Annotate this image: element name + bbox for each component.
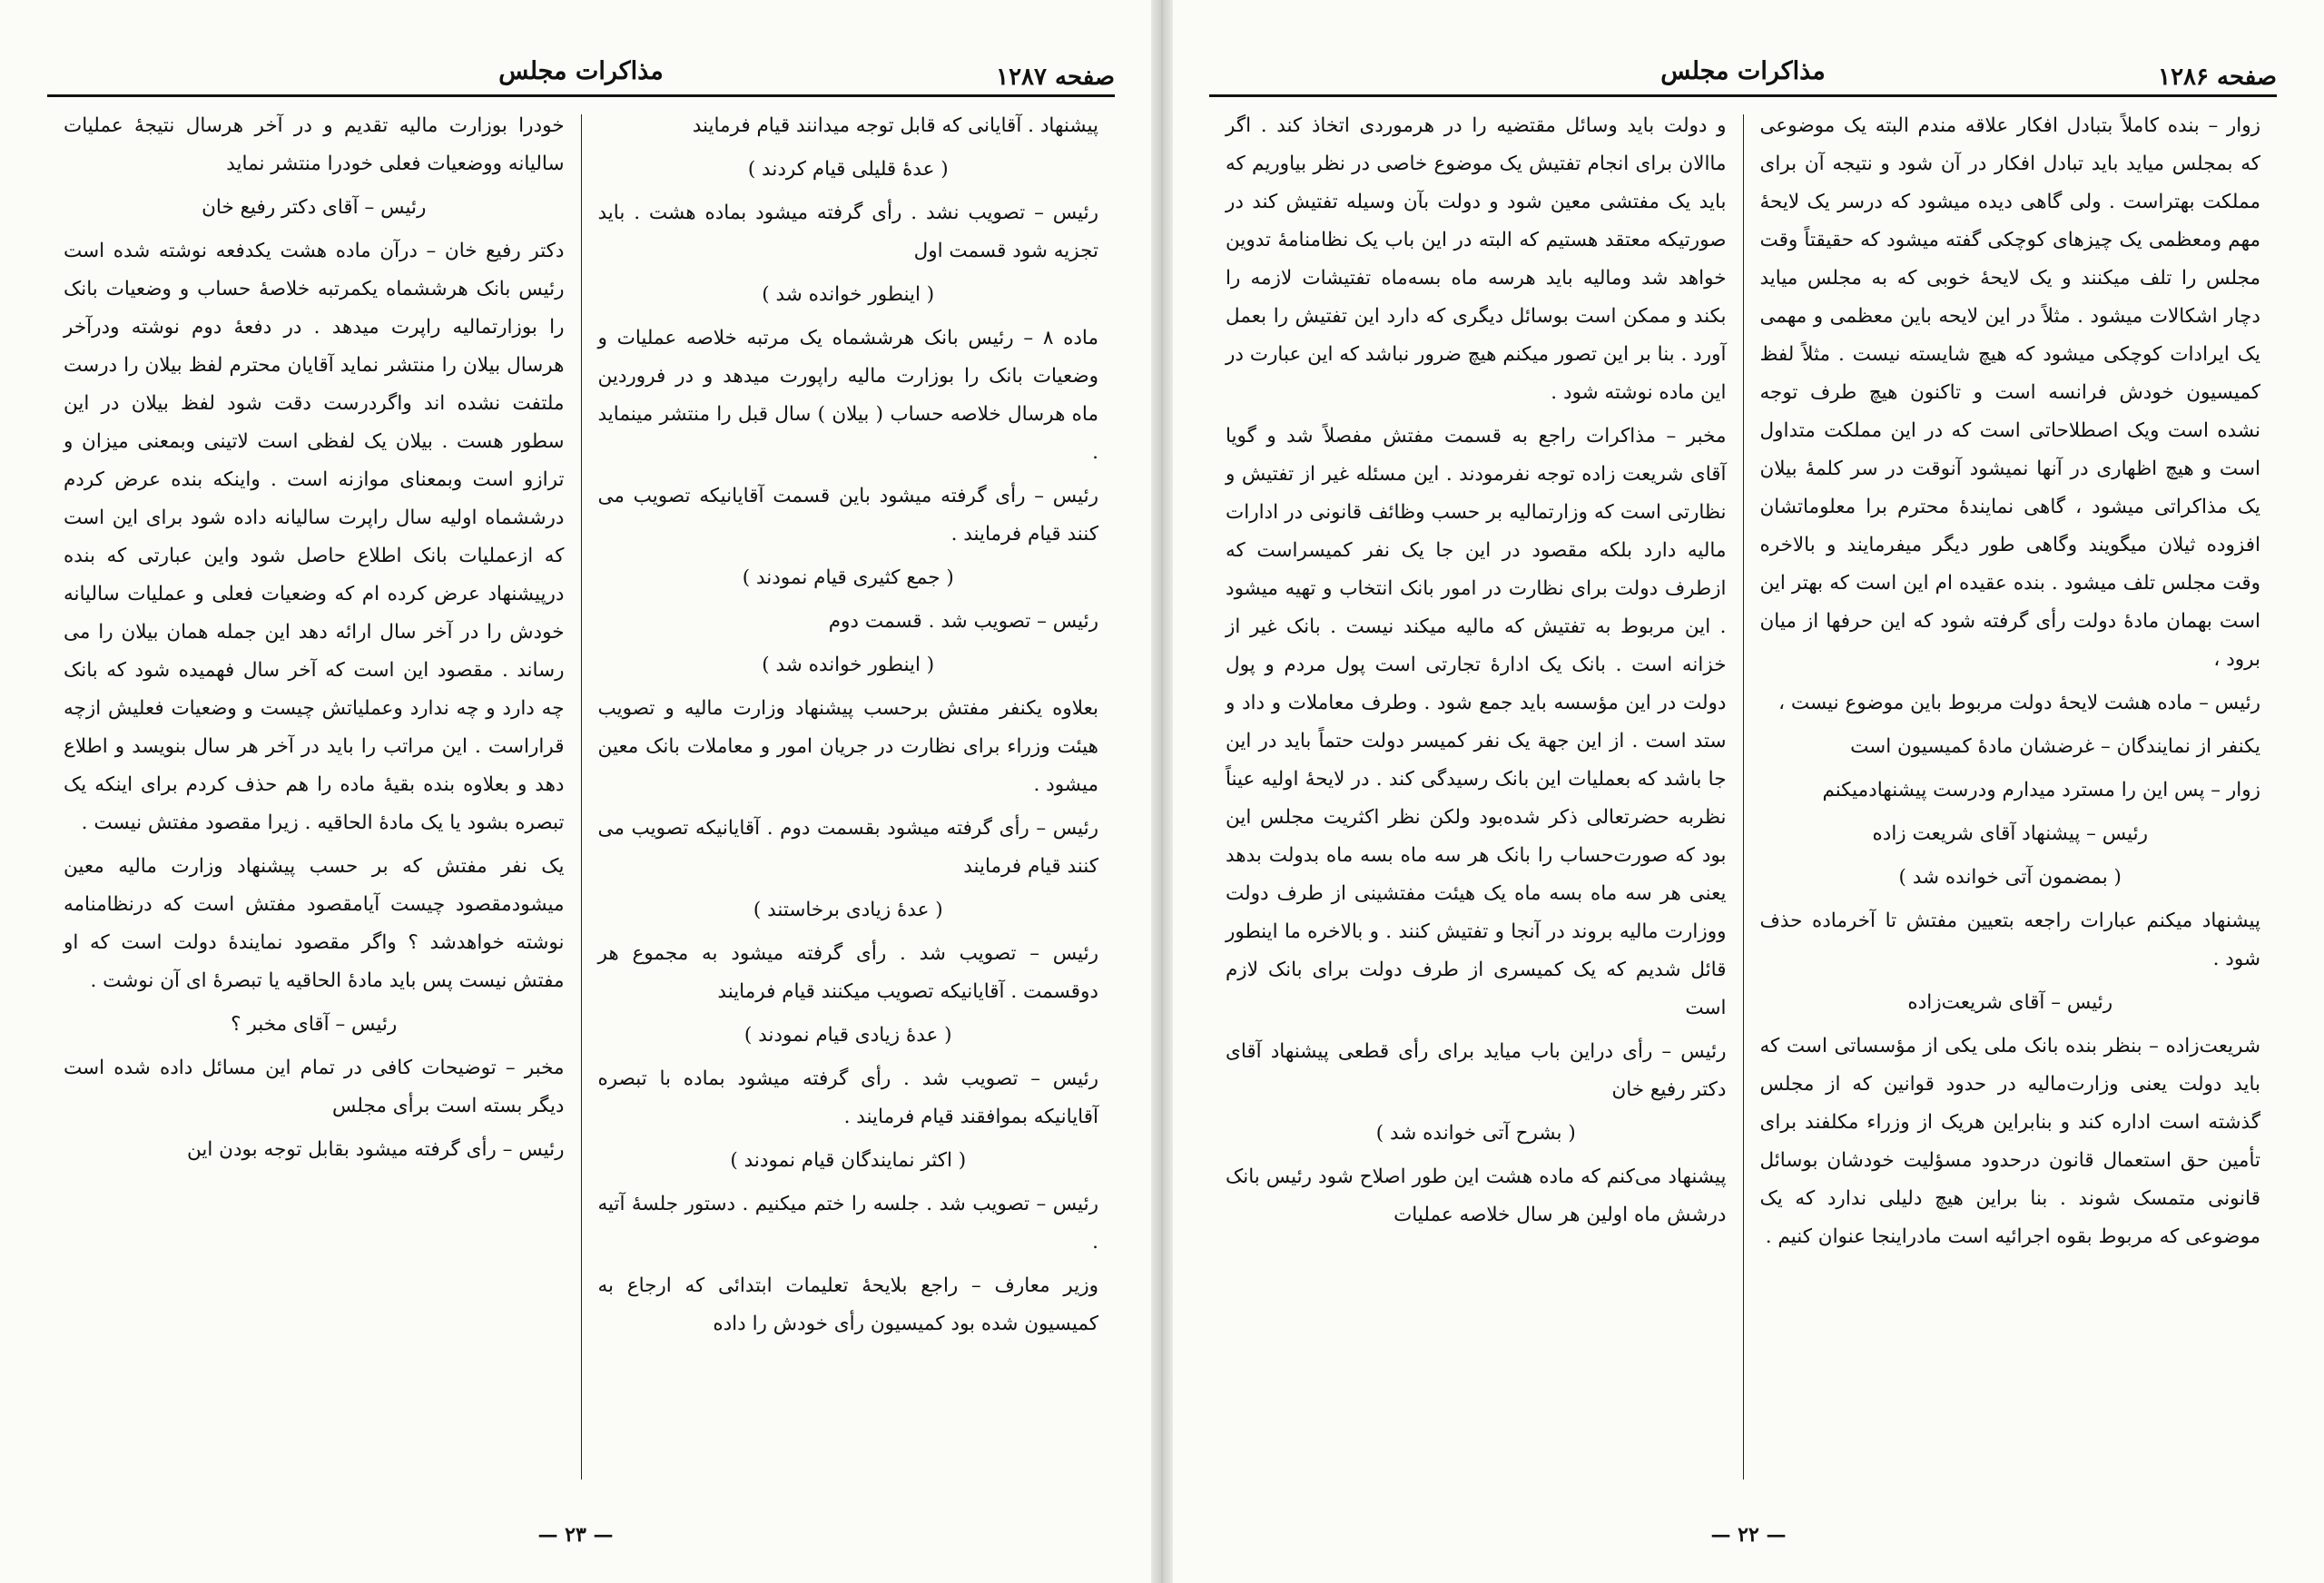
paragraph: رئیس – رأی گرفته میشود بقابل توجه بودن این xyxy=(187,1138,565,1161)
left-page xyxy=(0,0,1151,1583)
left-header-rule xyxy=(47,94,1115,97)
left-page-header xyxy=(47,47,1115,91)
paragraph: مخبر – توضیحات کافی در تمام این مسائل داده شده است دیگر بسته است برأی مجلس xyxy=(64,1057,565,1117)
paragraph: رئیس – آقای دکتر رفیع خان xyxy=(202,196,427,219)
paragraph: ( اینطور خوانده شد ) xyxy=(762,283,935,306)
right-page-number: صفحه ۱۲۸۶ xyxy=(2158,64,2277,91)
paragraph: رئیس – آقای شریعت‌زاده xyxy=(1907,991,2113,1014)
right-page-right-column xyxy=(1744,107,2278,1487)
paragraph: ( عدهٔ زیادی قیام نمودند ) xyxy=(743,1024,952,1047)
right-page-left-column xyxy=(1209,107,1743,1487)
paragraph: شریعت‌زاده – بنظر بنده بانک ملی یکی از مؤسساتی است که باید دولت یعنی وزارت‌مالیه در حدود قوانین که از مجلس گذشته است اداره کند و بنابراین هریک از وزراء مکلفند برای تأمین حق استعمال قانون درحدود مسؤلیت خودشان بوسائل قانونی متمسک شوند . بنا براین هیچ دلیلی ندارد که یک موضوعی که مربوط بقوه اجرائیه است مادراینجا عنوان کنیم . xyxy=(1759,1035,2260,1248)
left-page-columns xyxy=(47,107,1115,1487)
paragraph: بعلاوه یکنفر مفتش برحسب پیشنهاد وزارت مالیه و تصویب هیئت وزراء برای نظارت در جریان امور و معاملات بانک معین میشود . xyxy=(597,697,1098,796)
paragraph: دکتر رفیع خان – درآن ماده هشت یکدفعه نوشته شده است رئیس بانک هرششماه یکمرتبه خلاصهٔ حساب و وضعیات بانک را بوزارتمالیه راپرت میدهد . در دفعهٔ دوم نوشته ودرآخر هرسال بیلان را منتشر نماید آقایان محترم لفظ بیلان را درست ملتفت نشده اند واگردرست دقت شود لفظ بیلان در این سطور هست . بیلان یک لفظی است لاتینی وبمعنی میزان و ترازو است وبمعنای موازنه است . واینکه بنده عرض کردم درششماه اولیه سال راپرت سالیانه داده شود برای این است که ازعملیات بانک اطلاع حاصل شود واین عبارتی که بنده درپیشنهاد عرض کرده ام که وضعیات فعلی و عملیات سالیانه خودش را در آخر سال ارائه دهد این جمله همان بیلان را می رساند . مقصود این است که آخر سال فهمیده شود که بانک چه دارد و چه ندارد وعملیاتش چیست و وضعیات فعلیش ازچه قراراست . این مراتب را باید در آخر هر سال بنویسد و اطلاع دهد و بعلاوه بنده بقیهٔ ماده را هم حذف کردم برای اینکه یک تبصره بشود یا یک مادهٔ الحاقیه . زیرا مقصود مفتش نیست . xyxy=(64,240,565,834)
left-page-right-column xyxy=(582,107,1116,1487)
paragraph: ( بمضمون آتی خوانده شد ) xyxy=(1898,866,2122,889)
right-page-columns xyxy=(1209,107,2277,1487)
paragraph: رئیس – ماده هشت لایحهٔ دولت مربوط باین موضوع نیست ، xyxy=(1778,692,2260,714)
paragraph: رئیس – تصویب شد . رأی گرفته میشود به مجموع هر دوقسمت . آقایانیکه تصویب میکنند قیام فرمایند xyxy=(597,942,1098,1003)
paragraph: پیشنهاد می‌کنم که ماده هشت این طور اصلاح شود رئیس بانک درشش ماه اولین هر سال خلاصه عملیات xyxy=(1226,1165,1727,1226)
paragraph: وزیر معارف – راجع بلایحهٔ تعلیمات ابتدائی که ارجاع به کمیسیون شده بود کمیسیون رأی خودش را داده xyxy=(597,1274,1098,1335)
paragraph: رئیس – رأی دراین باب میاید برای رأی قطعی پیشنهاد آقای دکتر رفیع خان xyxy=(1226,1040,1727,1101)
paragraph: رئیس – آقای مخبر ؟ xyxy=(231,1013,398,1036)
right-page-footer-number: — ۲۲ — xyxy=(1710,1523,1787,1547)
paragraph: یکنفر از نمایندگان – غرضشان مادهٔ کمیسیون است xyxy=(1850,735,2260,758)
paragraph: رئیس – رأی گرفته میشود بقسمت دوم . آقایانیکه تصویب می کنند قیام فرمایند xyxy=(597,817,1098,878)
left-page-number: صفحه ۱۲۸۷ xyxy=(996,64,1115,91)
paragraph: ( عدهٔ قلیلی قیام کردند ) xyxy=(747,158,949,181)
paragraph: خودرا بوزارت مالیه تقدیم و در آخر هرسال نتیجهٔ عملیات سالیانه ووضعیات فعلی خودرا منتشر نماید xyxy=(64,114,565,175)
paragraph: رئیس – تصویب شد . جلسه را ختم میکنیم . دستور جلسهٔ آتیه . xyxy=(597,1193,1098,1254)
right-header-rule xyxy=(1209,94,2277,97)
paragraph: ماده ۸ – رئیس بانک هرششماه یک مرتبه خلاصه عملیات و وضعیات بانک را بوزارت مالیه راپورت میدهد و در فروردین ماه هرسال خلاصه حساب ( بیلان ) سال قبل را منتشر مینماید . xyxy=(597,327,1099,464)
paragraph: رئیس – تصویب شد . رأی گرفته میشود بماده با تبصره آقایانیکه بموافقند قیام فرمایند . xyxy=(597,1067,1098,1128)
paragraph: پیشنهاد . آقایانی که قابل توجه میدانند قیام فرمایند xyxy=(692,114,1098,137)
paragraph: رئیس – تصویب شد . قسمت دوم xyxy=(828,610,1098,633)
paragraph: ( اکثر نمایندگان قیام نمودند ) xyxy=(730,1149,967,1172)
paragraph: رئیس – تصویب نشد . رأی گرفته میشود بماده هشت . باید تجزیه شود قسمت اول xyxy=(597,202,1098,262)
paragraph: رئیس – رأی گرفته میشود باین قسمت آقایانیکه تصویب می کنند قیام فرمایند . xyxy=(597,485,1098,546)
right-page-running-title: مذاکرات مجلس xyxy=(1660,57,1826,85)
right-page xyxy=(1173,0,2324,1583)
paragraph: پیشنهاد میکنم عبارات راجعه بتعیین مفتش تا آخرماده حذف شود . xyxy=(1759,909,2260,970)
paragraph: زوار – پس این را مسترد میدارم ودرست پیشنهادمیکنم xyxy=(1822,779,2260,801)
left-page-running-title: مذاکرات مجلس xyxy=(498,57,664,85)
paragraph: و دولت باید وسائل مقتضیه را در هرموردی اتخاذ کند . اگر ماالان برای انجام تفتیش یک موضوع خاصی در نظر بیاوریم که باید یک مفتشی معین شود و دولت بآن وسیله تفتیش کند در صورتیکه معتقد هستیم که البته در این باب یک نظامنامهٔ تدوین خواهد شد ومالیه باید هرسه ماه بسه‌ماه تفتیشات لازمه را بکند و ممکن است بوسائل دیگری که دارد این تفتیش را بعمل آورد . بنا بر این تصور میکنم هیچ ضرور نباشد که این عبارت در این ماده نوشته شود . xyxy=(1226,114,1727,404)
paragraph: ( جمع کثیری قیام نمودند ) xyxy=(742,566,954,589)
paragraph: زوار – بنده کاملاً بتبادل افکار علاقه مندم البته یک موضوعی که بمجلس میاید باید تبادل افکار در آن شود و نتیجه آن برای مملکت بهتراست . ولی گاهی دیده میشود که درسر یک لایحهٔ مهم ومعظمی یک چیزهای کوچکی گفته میشود که حقیقتاً وقت مجلس را تلف میکنند و یک لایحهٔ خوبی که به مجلس میاید دچار اشکالات میشود . مثلاً در این لایحه باین معظمی و مهمی یک ایرادات کوچکی میشود که هیچ شایسته نیست . مثلاً لفظ کمیسیون خودش فرانسه است و تاکنون هیچ طرف توجه نشده است ویک اصطلاحاتی است که در این مملکت متداول است و هیچ اظهاری در آنها نمیشود آنوقت در سر کلمهٔ بیلان یک مذاکراتی میشود ، گاهی نمایندهٔ محترم برا معلوماتشان افزوده ثیلان میگویند وگاهی طور دیگر میفرمایند و بالاخره وقت مجلس تلف میشود . بنده عقیده ام این است که بهتر این است بهمان مادهٔ دولت رأی گرفته شود که این حرفها از میان برود ، xyxy=(1759,114,2260,671)
paragraph: رئیس – پیشنهاد آقای شریعت زاده xyxy=(1872,822,2149,845)
left-page-left-column xyxy=(47,107,581,1487)
paragraph: ( بشرح آتی خوانده شد ) xyxy=(1375,1122,1576,1145)
left-page-footer-number: — ۲۳ — xyxy=(537,1523,614,1547)
book-gutter xyxy=(1151,0,1173,1583)
paragraph: ( عدهٔ زیادی برخاستند ) xyxy=(753,899,943,921)
paragraph: یک نفر مفتش که بر حسب پیشنهاد وزارت مالیه معین میشودمقصود چیست آیامقصود مفتش است که درنظامنامه نوشته خواهدشد ؟ واگر مقصود نمایندهٔ دولت است که او مفتش نیست پس باید مادهٔ الحاقیه یا تبصرهٔ ای آن نوشت . xyxy=(64,855,565,992)
paragraph: ( اینطور خوانده شد ) xyxy=(762,654,935,676)
paragraph: مخبر – مذاکرات راجع به قسمت مفتش مفصلاً شد و گویا آقای شریعت زاده توجه نفرمودند . این مسئله غیر از تفتیش و نظارتی است که وزارتمالیه بر حسب وظائف قانونی در ادارات مالیه دارد بلکه مقصود در این جا یک نفر کمیسراست که ازطرف دولت برای نظارت در امور بانک انتخاب و تهیه میشود . این مربوط به تفتیش که مالیه میکند نیست . بانک غیر از خزانه است . بانک یک ادارهٔ تجارتی است پول مردم و پول دولت در این مؤسسه باید جمع شود . وطرف معاملات و داد و ستد است . از این جهة یک نفر کمیسر دولت حتماً باید در این جا باشد که بعملیات این بانک رسیدگی کند . در لایحهٔ اولیه عیناً نظربه حضرتعالی ذکر شده‌بود ولکن نظر اکثریت مجلس این بود که صورت‌حساب را بانک هر سه ماه بسه ماه بدولت بدهد یعنی هر سه ماه بسه ماه یک هیئت مفتشینی از طرف دولت ووزارت مالیه بروند در آنجا و تفتیش کنند . و بالاخره ما اینطور قائل شدیم که یک کمیسری از طرف دولت برای بانک لازم است xyxy=(1226,425,1727,1019)
right-page-header xyxy=(1209,47,2277,91)
